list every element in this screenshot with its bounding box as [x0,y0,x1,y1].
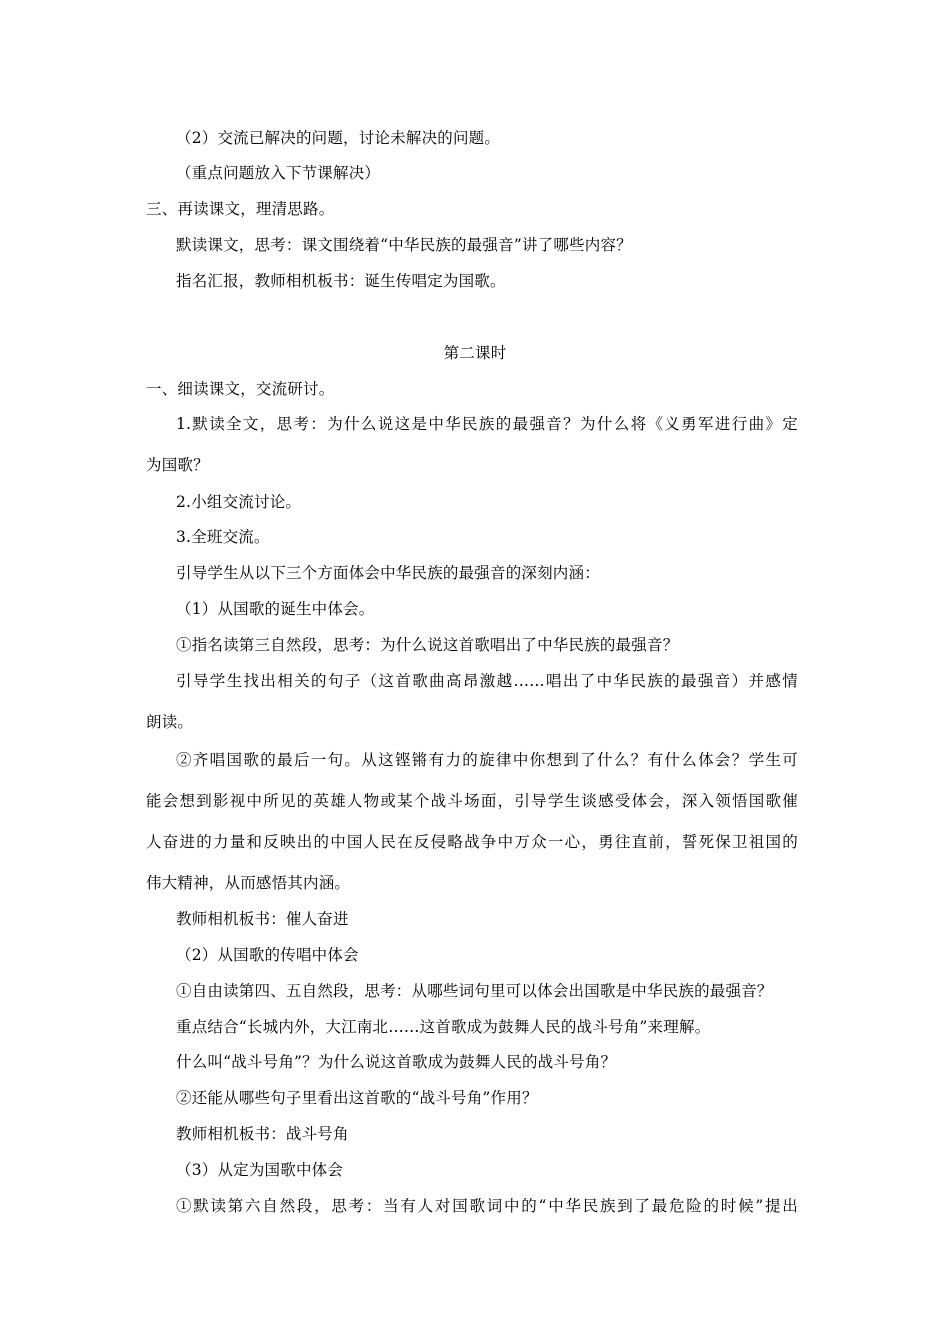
guide-text: 引导学生从以下三个方面体会中华民族的最强音的深刻内涵： [176,564,600,582]
lesson1-item2: （2）交流已解决的问题，讨论未解决的问题。 [176,129,501,147]
part2-q1-focus: 重点结合“长城内外，大江南北……这首歌成为鼓舞人民的战斗号角”来理解。 [176,1018,711,1036]
part1-q2-line3: 人奋进的力量和反映出的中国人民在反侵略战争中万众一心，勇往直前，誓死保卫祖国的 [146,833,798,851]
part1-q2-line4: 伟大精神，从而感悟其内涵。 [146,874,351,892]
part3-q1-line1: ①默读第六自然段，思考：当有人对国歌词中的“中华民族到了最危险的时候”提出 [176,1197,798,1215]
part2-title: （2）从国歌的传唱中体会 [176,946,359,964]
part1-q1: ①指名读第三自然段，思考：为什么说这首歌唱出了中华民族的最强音？ [176,636,679,654]
part2-q2: ②还能从哪些句子里看出这首歌的“战斗号角”作用？ [176,1089,538,1107]
step1-line2: 为国歌？ [146,456,209,474]
step3: 3.全班交流。 [176,528,270,546]
part2-board: 教师相机板书：战斗号角 [176,1125,349,1143]
part1-q2-line2: 能会想到影视中所见的英雄人物或某个战斗场面，引导学生谈感受体会，深入领悟国歌催 [146,792,798,810]
part1-board: 教师相机板书：催人奋进 [176,910,349,928]
lesson2-title: 第二课时 [443,344,507,362]
section3-task: 默读课文，思考：课文围绕着“中华民族的最强音”讲了哪些内容？ [176,236,632,254]
step2: 2.小组交流讨论。 [176,493,302,511]
part2-q1-question: 什么叫“战斗号角”？为什么说这首歌成为鼓舞人民的战斗号角？ [176,1053,617,1071]
section3-summary: 指名汇报，教师相机板书：诞生传唱定为国歌。 [176,272,506,290]
section3-title: 三、再读课文，理清思路。 [146,200,335,218]
part1-title: （1）从国歌的诞生中体会。 [176,600,375,618]
part1-q1-guide-line2: 朗读。 [146,713,194,731]
lesson2-section1-title: 一、细读课文，交流研讨。 [146,380,335,398]
part3-title: （3）从定为国歌中体会 [176,1161,344,1179]
part1-q1-guide-line1: 引导学生找出相关的句子（这首歌曲高昂激越……唱出了中华民族的最强音）并感情 [176,672,798,690]
lesson1-note: （重点问题放入下节课解决） [176,164,381,182]
part1-q2-line1: ②齐唱国歌的最后一句。从这铿锵有力的旋律中你想到了什么？有什么体会？学生可 [176,751,798,769]
step1-line1: 1.默读全文，思考：为什么说这是中华民族的最强音？为什么将《义勇军进行曲》定 [176,415,798,433]
part2-q1: ①自由读第四、五自然段，思考：从哪些词句里可以体会出国歌是中华民族的最强音？ [176,982,773,1000]
